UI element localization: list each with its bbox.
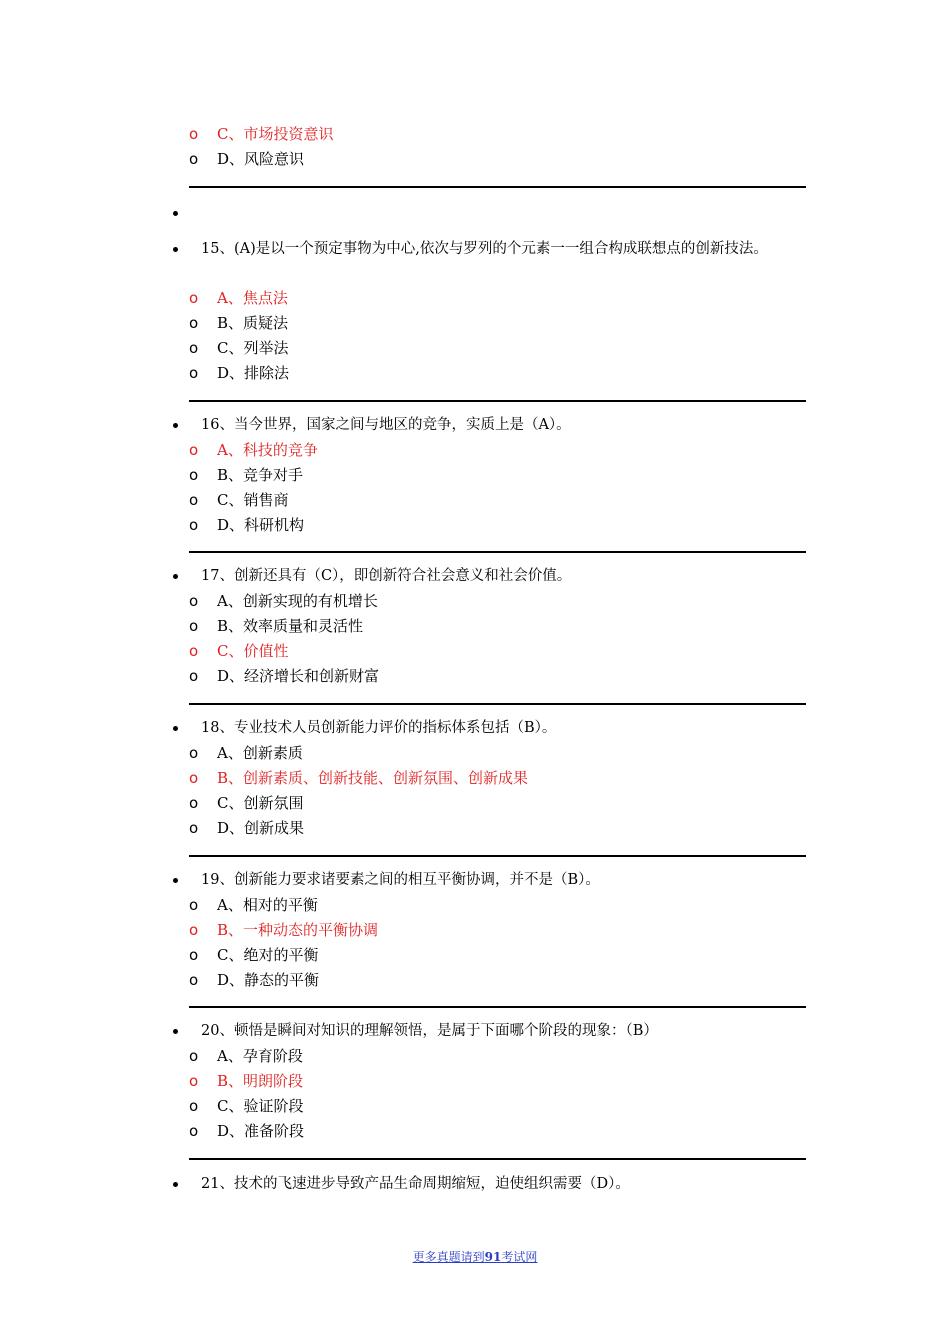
option-b[interactable] <box>0 463 950 488</box>
option-c[interactable] <box>0 1094 950 1119</box>
separator-line <box>189 400 806 402</box>
option-label: C、列举法 <box>217 339 289 357</box>
question-text <box>0 868 950 893</box>
option-b[interactable] <box>0 766 950 791</box>
question-text <box>0 1172 950 1197</box>
question-label: 19、创新能力要求诸要素之间的相互平衡协调，并不是（B）。 <box>201 872 600 888</box>
option-label: D、科研机构 <box>217 516 305 534</box>
option-c-top[interactable] <box>0 122 950 147</box>
option-c[interactable] <box>0 336 950 361</box>
option-marker: o <box>189 794 199 812</box>
option-label: B、质疑法 <box>217 314 289 332</box>
option-label: D、排除法 <box>217 364 290 382</box>
option-marker: o <box>189 150 199 168</box>
option-marker: o <box>189 971 199 989</box>
bullet-icon <box>173 574 178 579</box>
question-block-19 <box>0 868 950 993</box>
option-d-top[interactable] <box>0 147 950 172</box>
option-marker: o <box>189 592 199 610</box>
question-label: 15、(A)是以一个预定事物为中心,依次与罗列的个元素一一组合构成联想点的创新技法。 <box>201 241 768 257</box>
top-options <box>0 122 950 172</box>
option-label: D、风险意识 <box>217 150 305 168</box>
option-label: B、竞争对手 <box>217 466 304 484</box>
option-d[interactable] <box>0 513 950 538</box>
option-label: C、价值性 <box>217 642 289 660</box>
separator-line <box>189 1158 806 1160</box>
option-label: B、效率质量和灵活性 <box>217 617 364 635</box>
option-marker: o <box>189 364 199 382</box>
separator-line <box>189 855 806 857</box>
question-text <box>0 1019 950 1044</box>
option-label: A、创新实现的有机增长 <box>217 592 378 610</box>
option-d[interactable] <box>0 816 950 841</box>
option-marker: o <box>189 289 199 307</box>
separator-line <box>189 703 806 705</box>
empty-bullet <box>173 211 178 216</box>
option-a[interactable] <box>0 741 950 766</box>
footer-prefix: 更多真题请到 <box>412 1250 485 1264</box>
option-marker: o <box>189 744 199 762</box>
option-marker: o <box>189 921 199 939</box>
question-text <box>0 413 950 438</box>
question-text <box>0 716 950 741</box>
footer-link[interactable] <box>0 1248 950 1265</box>
question-label: 18、专业技术人员创新能力评价的指标体系包括（B）。 <box>201 720 557 736</box>
question-block-15 <box>0 237 950 262</box>
option-label: D、准备阶段 <box>217 1122 305 1140</box>
option-c[interactable] <box>0 943 950 968</box>
option-marker: o <box>189 339 199 357</box>
option-marker: o <box>189 1072 199 1090</box>
option-label: D、经济增长和创新财富 <box>217 667 380 685</box>
option-marker: o <box>189 1047 199 1065</box>
option-label: C、销售商 <box>217 491 289 509</box>
option-b[interactable] <box>0 918 950 943</box>
footer-suffix: 考试网 <box>501 1250 538 1264</box>
option-b[interactable] <box>0 614 950 639</box>
option-label: C、创新氛围 <box>217 794 304 812</box>
question-block-17 <box>0 564 950 689</box>
bullet-icon <box>173 726 178 731</box>
option-marker: o <box>189 314 199 332</box>
option-label: C、验证阶段 <box>217 1097 304 1115</box>
option-marker: o <box>189 642 199 660</box>
question-label: 20、顿悟是瞬间对知识的理解领悟，是属于下面哪个阶段的现象：（B） <box>201 1023 658 1039</box>
option-c[interactable] <box>0 791 950 816</box>
question-block-18 <box>0 716 950 841</box>
question-block-20 <box>0 1019 950 1144</box>
option-label: C、绝对的平衡 <box>217 946 319 964</box>
option-c[interactable] <box>0 639 950 664</box>
option-a[interactable] <box>0 893 950 918</box>
option-d[interactable] <box>0 968 950 993</box>
question-block-21 <box>0 1172 950 1197</box>
bullet-icon <box>173 247 178 252</box>
option-marker: o <box>189 516 199 534</box>
option-label: A、科技的竞争 <box>217 441 318 459</box>
option-a[interactable] <box>0 589 950 614</box>
option-marker: o <box>189 946 199 964</box>
option-label: B、创新素质、创新技能、创新氛围、创新成果 <box>217 769 529 787</box>
option-marker: o <box>189 466 199 484</box>
option-marker: o <box>189 896 199 914</box>
bullet-icon <box>173 878 178 883</box>
options-15 <box>0 286 950 386</box>
separator-line <box>189 186 806 188</box>
option-d[interactable] <box>0 361 950 386</box>
question-label: 21、技术的飞速进步导致产品生命周期缩短，迫使组织需要（D）。 <box>201 1176 630 1192</box>
option-label: C、市场投资意识 <box>217 125 334 143</box>
option-label: B、一种动态的平衡协调 <box>217 921 379 939</box>
option-a[interactable] <box>0 1044 950 1069</box>
separator-line <box>189 1006 806 1008</box>
option-b[interactable] <box>0 311 950 336</box>
option-label: B、明朗阶段 <box>217 1072 304 1090</box>
option-label: A、相对的平衡 <box>217 896 318 914</box>
option-label: A、创新素质 <box>217 744 303 762</box>
question-text <box>0 564 950 589</box>
option-c[interactable] <box>0 488 950 513</box>
option-marker: o <box>189 1122 199 1140</box>
option-marker: o <box>189 667 199 685</box>
option-marker: o <box>189 491 199 509</box>
option-label: A、孕育阶段 <box>217 1047 303 1065</box>
option-label: A、焦点法 <box>217 289 288 307</box>
option-marker: o <box>189 617 199 635</box>
option-marker: o <box>189 125 199 143</box>
bullet-icon <box>173 1029 178 1034</box>
footer-number: 91 <box>484 1250 502 1264</box>
question-block-16 <box>0 413 950 538</box>
option-a[interactable] <box>0 286 950 311</box>
option-d[interactable] <box>0 1119 950 1144</box>
bullet-icon <box>173 423 178 428</box>
option-marker: o <box>189 819 199 837</box>
separator-line <box>189 551 806 553</box>
option-marker: o <box>189 769 199 787</box>
option-d[interactable] <box>0 664 950 689</box>
option-marker: o <box>189 1097 199 1115</box>
question-text <box>0 237 950 262</box>
option-marker: o <box>189 441 199 459</box>
question-label: 16、当今世界，国家之间与地区的竞争，实质上是（A）。 <box>201 417 571 433</box>
option-a[interactable] <box>0 438 950 463</box>
option-label: D、创新成果 <box>217 819 305 837</box>
option-label: D、静态的平衡 <box>217 971 320 989</box>
question-label: 17、创新还具有（C），即创新符合社会意义和社会价值。 <box>201 568 572 584</box>
option-b[interactable] <box>0 1069 950 1094</box>
bullet-icon <box>173 1182 178 1187</box>
